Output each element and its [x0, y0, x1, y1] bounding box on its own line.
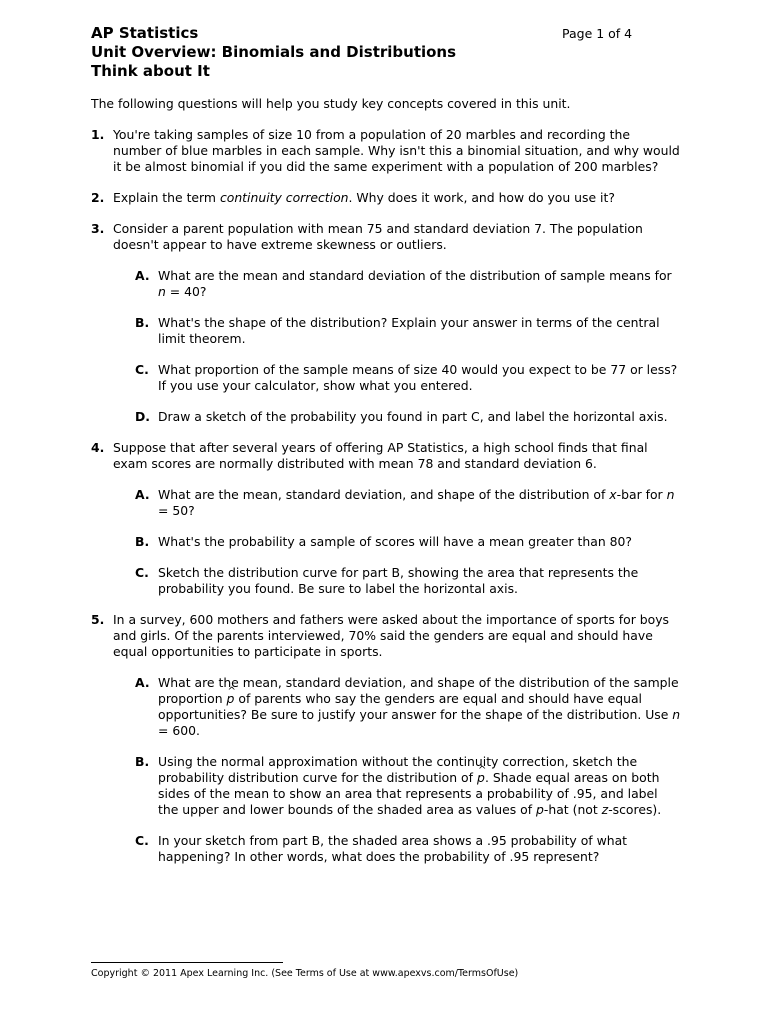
- question-5: [91, 612, 681, 865]
- math-variable: z: [601, 802, 609, 817]
- sub-question-4a: [113, 487, 681, 519]
- sub-question-list: [113, 268, 681, 425]
- question-text: Explain the term: [113, 190, 220, 205]
- sub-question-text: What's the shape of the distribution? Explain your answer in terms of the central limit theorem.: [158, 315, 660, 346]
- sub-question-3c: [113, 362, 681, 394]
- p-hat-symbol: ^ p: [477, 770, 485, 786]
- sub-question-text: In your sketch from part B, the shaded area shows a .95 probability of what happening? In other words, what does the probability of .95 represent?: [158, 833, 628, 864]
- sub-question-3d: [113, 409, 681, 425]
- sub-question-letter: B.: [135, 534, 150, 549]
- question-number: 2.: [91, 190, 105, 205]
- question-1: [91, 127, 681, 175]
- sub-question-text: . Shade equal areas on both sides of the mean to show an area that represents a probability of .95, and label the upper and lower bounds of the shaded area as values of: [158, 770, 660, 817]
- section-title: Think about It: [91, 62, 210, 80]
- question-term: continuity correction: [219, 190, 349, 205]
- sub-question-letter: B.: [135, 754, 150, 769]
- question-text: In a survey, 600 mothers and fathers were asked about the importance of sports for boys and girls. Of the parents interviewed, 70% said the genders are equal and should have equal opportunities to participate in sports.: [113, 612, 670, 659]
- sub-question-text: Draw a sketch of the probability you found in part C, and label the horizontal axis.: [158, 409, 668, 424]
- sub-question-text: What proportion of the sample means of size 40 would you expect to be 77 or less? If you use your calculator, show what you entered.: [158, 362, 678, 393]
- math-variable: n: [672, 707, 681, 722]
- sub-question-text: = 600.: [158, 723, 200, 738]
- sub-question-list: [113, 675, 681, 865]
- course-title: AP Statistics: [91, 24, 199, 42]
- math-variable: n: [158, 284, 166, 299]
- question-3: [91, 221, 681, 425]
- sub-question-text: -hat (not: [543, 802, 602, 817]
- sub-question-5b: [113, 754, 681, 818]
- question-2: [91, 190, 681, 206]
- document-footer: [91, 962, 518, 980]
- sub-question-text: -bar for: [616, 487, 667, 502]
- sub-question-text: of parents who say the genders are equal and should have equal opportunities? Be sure to justify your answer for the shape of the distribution. Use: [158, 691, 673, 722]
- question-number: 4.: [91, 440, 105, 455]
- math-variable: n: [666, 487, 675, 502]
- math-variable: x: [609, 487, 617, 502]
- footer-divider: [91, 962, 283, 963]
- sub-question-letter: C.: [135, 362, 149, 377]
- sub-question-text: = 50?: [158, 503, 195, 518]
- question-4: [91, 440, 681, 597]
- page-number: Page 1 of 4: [562, 26, 633, 41]
- question-number: 3.: [91, 221, 105, 236]
- sub-question-text: What are the mean, standard deviation, and shape of the distribution of: [158, 487, 610, 502]
- sub-question-letter: A.: [135, 268, 150, 283]
- sub-question-text: -scores).: [608, 802, 662, 817]
- sub-question-text: = 40?: [165, 284, 207, 299]
- sub-question-text: Using the normal approximation without the continuity correction, sketch the probability distribution curve for the distribution of: [158, 754, 638, 785]
- sub-question-5a: [113, 675, 681, 739]
- sub-question-text: What's the probability a sample of scores will have a mean greater than 80?: [158, 534, 632, 549]
- math-variable: p: [536, 802, 544, 817]
- question-text: Suppose that after several years of offering AP Statistics, a high school finds that final exam scores are normally distributed with mean 78 and standard deviation 6.: [113, 440, 648, 471]
- sub-question-3b: [113, 315, 681, 347]
- unit-title: Unit Overview: Binomials and Distributions: [91, 43, 457, 61]
- p-hat-symbol: ^ p: [226, 691, 234, 707]
- sub-question-5c: [113, 833, 681, 865]
- sub-question-list: [113, 487, 681, 597]
- sub-question-text: What are the mean, standard deviation, and shape of the distribution of the sample proportion: [158, 675, 679, 706]
- sub-question-letter: B.: [135, 315, 150, 330]
- sub-question-4c: [113, 565, 681, 597]
- document-body: [91, 96, 681, 880]
- intro-text: The following questions will help you study key concepts covered in this unit.: [91, 96, 571, 111]
- question-text: Consider a parent population with mean 75 and standard deviation 7. The population doesn't appear to have extreme skewness or outliers.: [113, 221, 643, 252]
- sub-question-text: Sketch the distribution curve for part B, showing the area that represents the probability you found. Be sure to label the horizontal axis.: [158, 565, 639, 596]
- question-number: 5.: [91, 612, 105, 627]
- question-text: . Why does it work, and how do you use it?: [348, 190, 615, 205]
- sub-question-letter: A.: [135, 675, 150, 690]
- sub-question-letter: D.: [135, 409, 150, 424]
- sub-question-text: What are the mean and standard deviation of the distribution of sample means for: [158, 268, 672, 283]
- copyright-text: Copyright © 2011 Apex Learning Inc. (See Terms of Use at www.apexvs.com/TermsOfUse): [91, 968, 519, 979]
- sub-question-letter: C.: [135, 565, 149, 580]
- sub-question-letter: C.: [135, 833, 149, 848]
- sub-question-letter: A.: [135, 487, 150, 502]
- sub-question-4b: [113, 534, 681, 550]
- question-number: 1.: [91, 127, 105, 142]
- question-text: You're taking samples of size 10 from a population of 20 marbles and recording the number of blue marbles in each sample. Why isn't this a binomial situation, and why would it be almost binomial if you did the same experiment with a population of 200 marbles?: [113, 127, 680, 174]
- sub-question-3a: [113, 268, 681, 300]
